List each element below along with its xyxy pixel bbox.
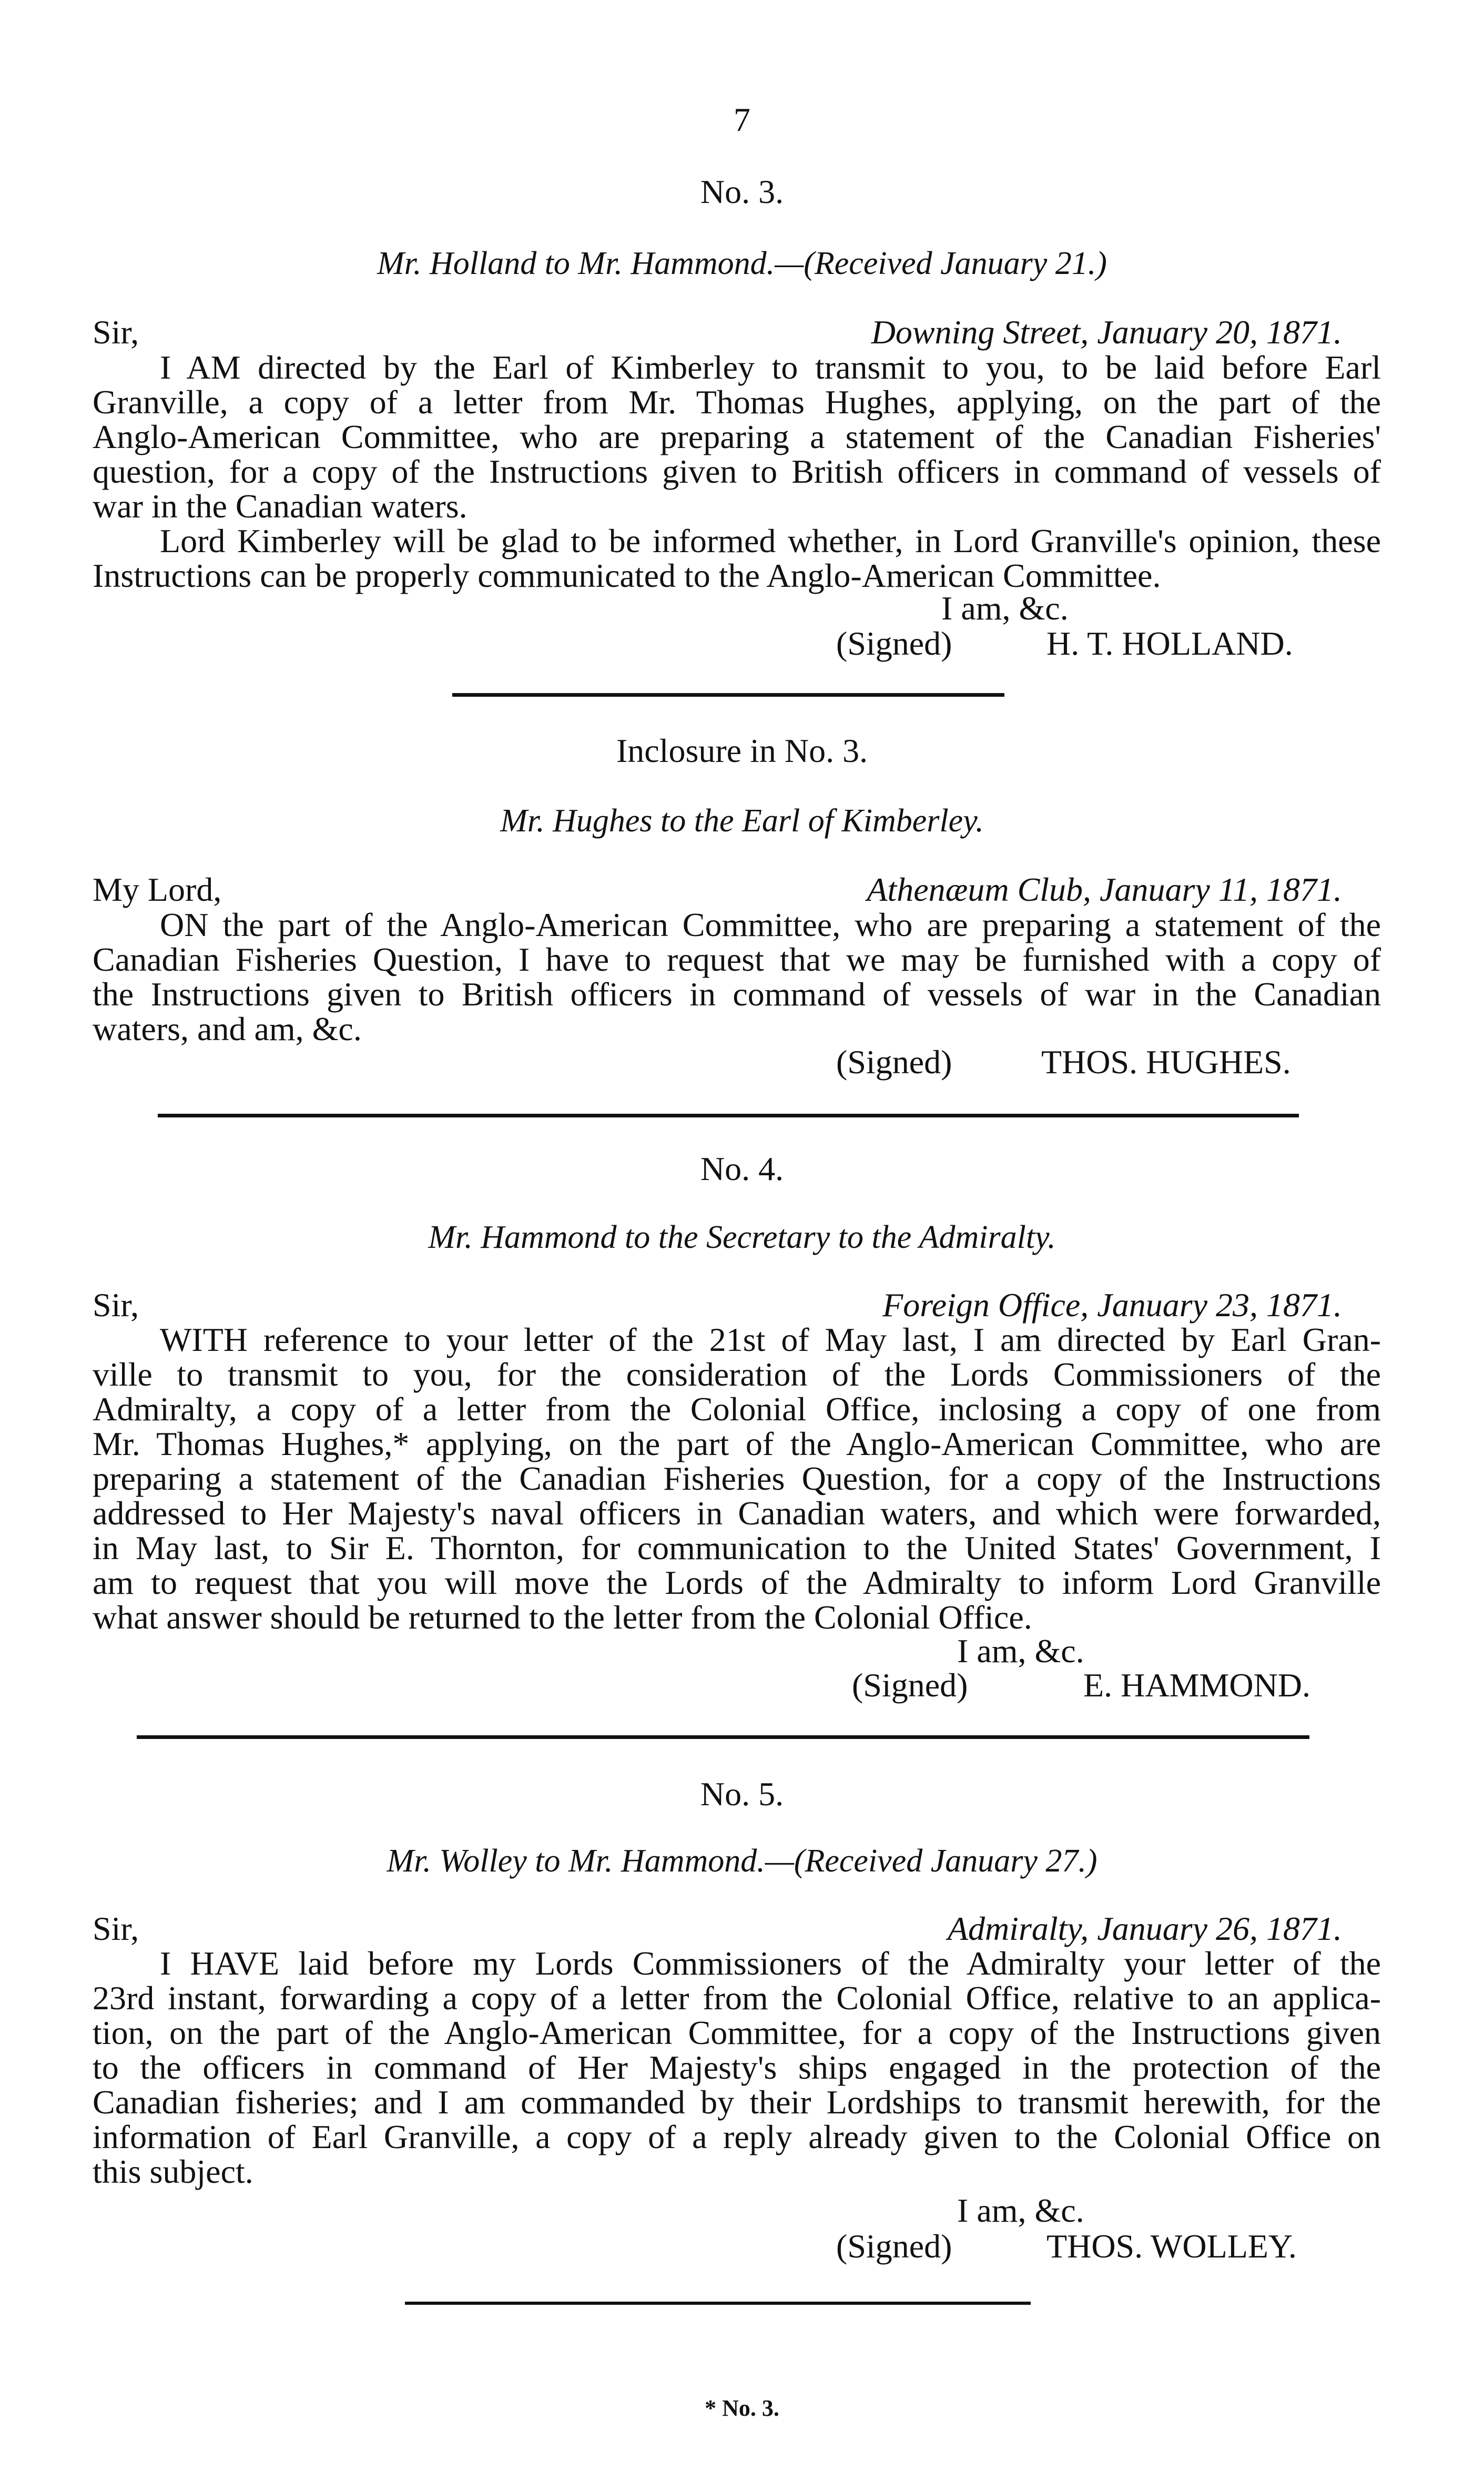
salutation: Sir, [93, 1910, 139, 1947]
dateline: Downing Street, January 20, 1871. [871, 313, 1342, 351]
body-line: tion, on the part of the Anglo-American Committee, for a copy of the Instructions given [93, 2014, 1381, 2051]
body-line: WITH reference to your letter of the 21st of May last, I am directed by Earl Gran- [160, 1321, 1381, 1358]
body-line: Anglo-American Committee, who are preparing a statement of the Canadian Fisheries' [93, 418, 1381, 455]
divider [452, 693, 1004, 697]
section-title: Mr. Hughes to the Earl of Kimberley. [500, 803, 984, 839]
salutation: My Lord, [93, 871, 222, 908]
signer: H. T. HOLLAND. [1046, 625, 1293, 662]
section-number: Inclosure in No. 3. [616, 732, 868, 769]
body-line: in May last, to Sir E. Thornton, for communication to the United States' Government, I [93, 1529, 1381, 1566]
body-line: am to request that you will move the Lords of the Admiralty to inform Lord Granville [93, 1564, 1381, 1601]
signed-label: (Signed) [836, 625, 952, 662]
body-line: ville to transmit to you, for the consideration of the Lords Commissioners of the [93, 1356, 1381, 1393]
closing: I am, &c. [957, 2192, 1084, 2229]
body-line: Instructions can be properly communicated to the Anglo-American Committee. [93, 557, 1161, 594]
salutation: Sir, [93, 313, 139, 351]
section-title: Mr. Holland to Mr. Hammond.—(Received January 21.) [377, 246, 1107, 281]
body-line: Canadian Fisheries Question, I have to request that we may be furnished with a copy of [93, 941, 1381, 978]
body-line: I HAVE laid before my Lords Commissioners of the Admiralty your letter of the [160, 1945, 1381, 1982]
body-line: Canadian fisheries; and I am commanded by their Lordships to transmit herewith, for the [93, 2083, 1381, 2121]
body-line: 23rd instant, forwarding a copy of a letter from the Colonial Office, relative to an applica- [93, 1979, 1381, 2017]
section-number: No. 4. [700, 1150, 784, 1187]
divider [158, 1114, 1299, 1117]
body-line: ON the part of the Anglo-American Committee, who are preparing a statement of the [160, 906, 1381, 943]
body-line: this subject. [93, 2153, 253, 2190]
dateline: Athenæum Club, January 11, 1871. [867, 871, 1342, 908]
divider [405, 2302, 1031, 2305]
section-title: Mr. Hammond to the Secretary to the Admiralty. [428, 1219, 1056, 1255]
body-line: preparing a statement of the Canadian Fisheries Question, for a copy of the Instructions [93, 1460, 1381, 1497]
signer: THOS. WOLLEY. [1046, 2227, 1297, 2265]
signed-label: (Signed) [836, 1043, 952, 1081]
body-line: I AM directed by the Earl of Kimberley to transmit to you, to be laid before Earl [160, 349, 1381, 386]
body-line: to the officers in command of Her Majesty's ships engaged in the protection of the [93, 2049, 1381, 2086]
signer: THOS. HUGHES. [1041, 1043, 1291, 1081]
body-line: addressed to Her Majesty's naval officers in Canadian waters, and which were forwarded, [93, 1494, 1381, 1532]
dateline: Admiralty, January 26, 1871. [947, 1910, 1342, 1947]
body-line: war in the Canadian waters. [93, 487, 467, 525]
body-line: information of Earl Granville, a copy of a reply already given to the Colonial Office on [93, 2118, 1381, 2155]
section-number: No. 5. [700, 1775, 784, 1813]
body-line: Granville, a copy of a letter from Mr. Thomas Hughes, applying, on the part of the [93, 383, 1381, 421]
footnote: * No. 3. [705, 2395, 779, 2421]
salutation: Sir, [93, 1286, 139, 1324]
body-line: Lord Kimberley will be glad to be informed whether, in Lord Granville's opinion, these [160, 522, 1381, 560]
section-title: Mr. Wolley to Mr. Hammond.—(Received January 27.) [387, 1843, 1097, 1879]
body-line: the Instructions given to British officers in command of vessels of war in the Canadian [93, 975, 1381, 1013]
body-line: waters, and am, &c. [93, 1010, 362, 1047]
body-line: Admiralty, a copy of a letter from the Colonial Office, inclosing a copy of one from [93, 1390, 1381, 1428]
closing: I am, &c. [957, 1632, 1084, 1670]
signed-label: (Signed) [852, 1666, 968, 1704]
body-line: what answer should be returned to the letter from the Colonial Office. [93, 1599, 1032, 1636]
body-line: Mr. Thomas Hughes,* applying, on the part of the Anglo-American Committee, who are [93, 1425, 1381, 1462]
divider [137, 1735, 1309, 1739]
section-number: No. 3. [700, 173, 784, 210]
signed-label: (Signed) [836, 2227, 952, 2265]
signer: E. HAMMOND. [1083, 1666, 1310, 1704]
closing: I am, &c. [941, 589, 1069, 627]
body-line: question, for a copy of the Instructions given to British officers in command of vessels of [93, 453, 1381, 490]
dateline: Foreign Office, January 23, 1871. [882, 1286, 1342, 1324]
page-number: 7 [734, 101, 750, 138]
